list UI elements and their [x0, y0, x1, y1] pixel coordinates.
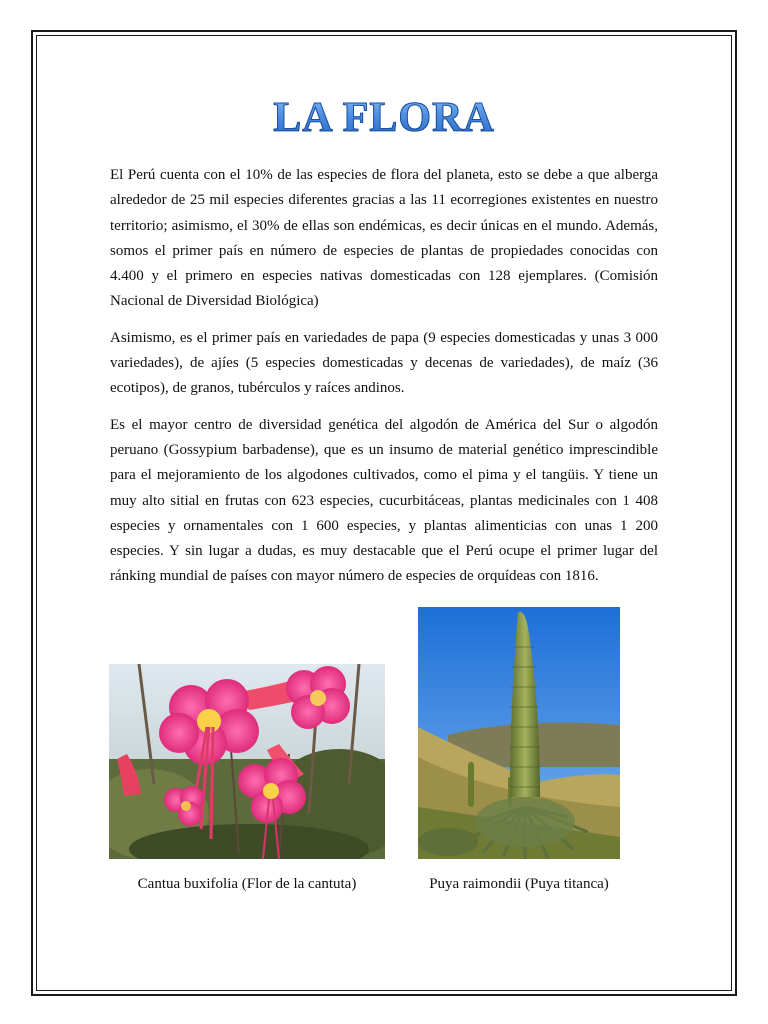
paragraph-2: Asimismo, es el primer país en variedades de papa (9 especies domesticadas y unas 3 000 variedades), de ajíes (5 especies domesticadas y decenas de variedades), de maíz (36 ecotipos), de granos, tubérculos y raíces andinos.: [110, 329, 658, 397]
caption-puya: Puya raimondii (Puya titanca): [429, 876, 609, 892]
puya-raimondii-photo: [418, 607, 620, 859]
caption-cantuta: Cantua buxifolia (Flor de la cantuta): [137, 876, 357, 892]
body-text: [110, 163, 658, 601]
cantuta-flower-photo: [109, 664, 385, 859]
paragraph-3: Es el mayor centro de diversidad genética del algodón de América del Sur o algodón peruano (Gossypium barbadense), que es un insumo de material genético imprescindible para el mejoramiento de los algodones cultivados, como el pima y el tangüis. Y tiene un muy alto sitial en frutas con 623 especies, cucurbitáceas, plantas medicinales con 1 408 especies y ornamentales con 1 600 especies, y plantas alimenticias con unas 1 200 especies. Y sin lugar a dudas, es muy destacable que el Perú ocupe el primer lugar del ránking mundial de países con mayor número de especies de orquídeas con 1816.: [110, 416, 658, 585]
page-title: LA FLORA: [0, 92, 768, 144]
paragraph-1: El Perú cuenta con el 10% de las especies de flora del planeta, esto se debe a que alberga alrededor de 25 mil especies diferentes gracias a las 11 ecorregiones existentes en nuestro territorio; asimismo, el 30% de ellas son endémicas, es decir únicas en el mundo. Además, somos el primer país en número de especies de plantas de propiedades conocidas con 4.400 y el primero en especies nativas domesticadas con 128 ejemplares. (Comisión Nacional de Diversidad Biológica): [110, 167, 658, 310]
